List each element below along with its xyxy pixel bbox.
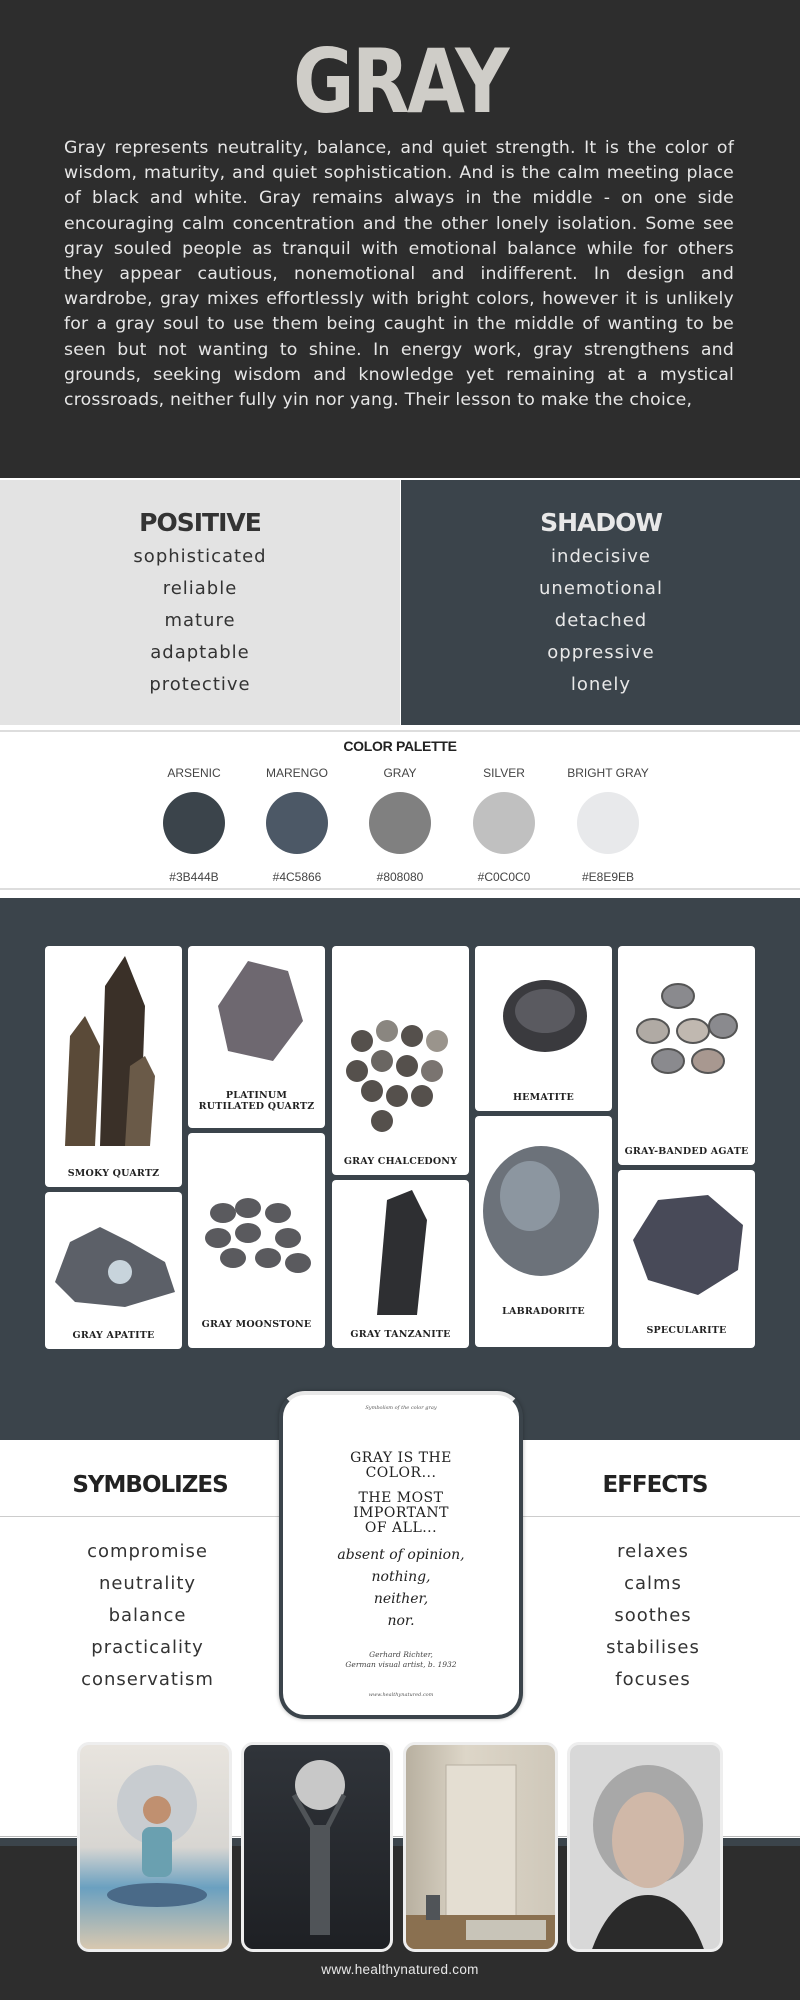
positive-panel [0,480,400,725]
crystal-card-gray-banded-agate [618,946,755,1165]
shadow-item: detached [554,610,648,631]
shadow-item: indecisive [551,546,651,567]
crystal-label: LABRADORITE [502,1306,585,1317]
color-palette [0,730,800,890]
quote-italic [283,1544,519,1632]
swatch-silver [449,766,559,884]
hematite-image [475,946,612,1086]
quote-line-2: THE MOST IMPORTANT OF ALL... [353,1490,449,1536]
crystals-section [0,898,800,1440]
symbolizes-item: compromise [87,1541,208,1562]
quote-italic-line: neither, [373,1591,429,1607]
swatch-arsenic [139,766,249,884]
crystal-card-smoky-quartz [45,946,182,1187]
crystal-card-gray-tanzanite [332,1180,469,1348]
effects-item: stabilises [606,1637,700,1658]
quote-site: www.healthynatured.com [368,1692,434,1698]
positive-item: protective [149,674,251,695]
swatch-circle [163,792,225,854]
swatch-marengo [242,766,352,884]
labradorite-image [475,1116,612,1306]
crystal-card-gray-chalcedony [332,946,469,1175]
swatch-circle [369,792,431,854]
effects-item: soothes [614,1605,692,1626]
crystal-label: PLATINUM RUTILATED QUARTZ [198,1090,315,1112]
swatch-bright-gray [553,766,663,884]
quote-italic-line: nothing, [371,1569,431,1585]
quote-caption: Symbolism of the color gray [365,1405,437,1411]
swatch-name: BRIGHT GRAY [567,766,649,780]
swatch-hex: #C0C0C0 [477,870,531,884]
positive-item: reliable [162,578,238,599]
swatch-name: ARSENIC [167,766,221,780]
palette-title: COLOR PALETTE [343,738,457,754]
quote-author [283,1650,519,1670]
page-title: GRAY [293,30,507,133]
swatch-circle [577,792,639,854]
interior-door-photo [403,1742,558,1952]
quote-line-1: GRAY IS THE COLOR... [350,1450,452,1481]
author-name: Gerhard Richter, [369,1650,433,1659]
effects-title: EFFECTS [602,1472,708,1498]
crystal-card-hematite [475,946,612,1111]
moon-figure-photo [241,1742,393,1952]
author-desc: German visual artist, b. 1932 [345,1660,457,1669]
symbolizes-item: neutrality [98,1573,197,1594]
quote-card [279,1391,523,1719]
swatch-gray [345,766,455,884]
positive-title: POSITIVE [139,508,261,537]
shadow-item: unemotional [539,578,663,599]
crystal-label: SPECULARITE [646,1325,727,1336]
shadow-title: SHADOW [540,508,662,537]
rutilated-quartz-image [188,946,325,1086]
swatch-hex: #4C5866 [272,870,322,884]
symbolizes-item: conservatism [81,1669,214,1690]
shadow-panel [401,480,800,725]
gray-banded-agate-image [618,946,755,1136]
intro-paragraph: Gray represents neutrality, balance, and quiet strength. It is the color of wisdom, maturity, and quiet sophistication. And is the calm meeting place of black and white. Gray remains always in the middle - on one side encouraging calm concentration and the other lonely isolation. Some see gray souled people as tranquil with emotional balance while for others they appear cautious, nonemotional and indifferent. In design and wardrobe, gray mixes effortlessly with bright colors, however it is unlikely for a gray soul to use them being caught in the middle of wanting to be seen but not wanting to shine. In energy work, gray strengthens and grounds, seeking wisdom and knowledge yet remaining at a mystical crossroads, neither fully yin nor yang. Their lesson to make the choice, [64,138,734,411]
effects-item: relaxes [617,1541,689,1562]
footer-url[interactable]: www.healthynatured.com [321,1962,479,1977]
swatch-circle [473,792,535,854]
crystal-label: GRAY CHALCEDONY [343,1156,458,1167]
gray-moonstone-image [188,1133,325,1313]
crystal-label: GRAY TANZANITE [350,1329,451,1340]
symbolizes-item: practicality [91,1637,204,1658]
crystal-label: SMOKY QUARTZ [67,1168,160,1179]
swatch-hex: #3B444B [169,870,219,884]
effects-item: calms [624,1573,682,1594]
symbolizes-item: balance [108,1605,187,1626]
shadow-item: oppressive [547,642,655,663]
elderly-woman-portrait [567,1742,723,1952]
specularite-image [618,1170,755,1320]
swatch-circle [266,792,328,854]
positive-item: mature [164,610,236,631]
swatch-name: MARENGO [265,766,328,780]
gray-chalcedony-image [332,946,469,1146]
positive-item: adaptable [150,642,250,663]
swatch-name: GRAY [383,766,417,780]
positive-item: sophisticated [133,546,267,567]
crystal-card-platinum-rutilated-quartz [188,946,325,1128]
swatch-hex: #E8E9EB [581,870,635,884]
effects-item: focuses [615,1669,691,1690]
symbolizes-title: SYMBOLIZES [72,1472,228,1498]
crystal-card-gray-apatite [45,1192,182,1349]
smoky-quartz-image [45,946,182,1156]
crystal-label: GRAY APATITE [72,1330,155,1341]
crystal-label: HEMATITE [512,1092,574,1103]
crystal-card-labradorite [475,1116,612,1347]
crystal-card-gray-moonstone [188,1133,325,1348]
crystal-label: GRAY-BANDED AGATE [624,1146,749,1157]
swatch-name: SILVER [483,766,525,780]
gray-tanzanite-image [332,1180,469,1320]
quote-italic-line: nor. [387,1613,415,1629]
crystal-card-specularite [618,1170,755,1348]
shadow-item: lonely [570,674,632,695]
crystal-label: GRAY MOONSTONE [201,1319,312,1330]
gray-apatite-image [45,1192,182,1322]
meditation-photo [77,1742,232,1952]
swatch-hex: #808080 [376,870,424,884]
quote-italic-line: absent of opinion, [337,1547,465,1563]
